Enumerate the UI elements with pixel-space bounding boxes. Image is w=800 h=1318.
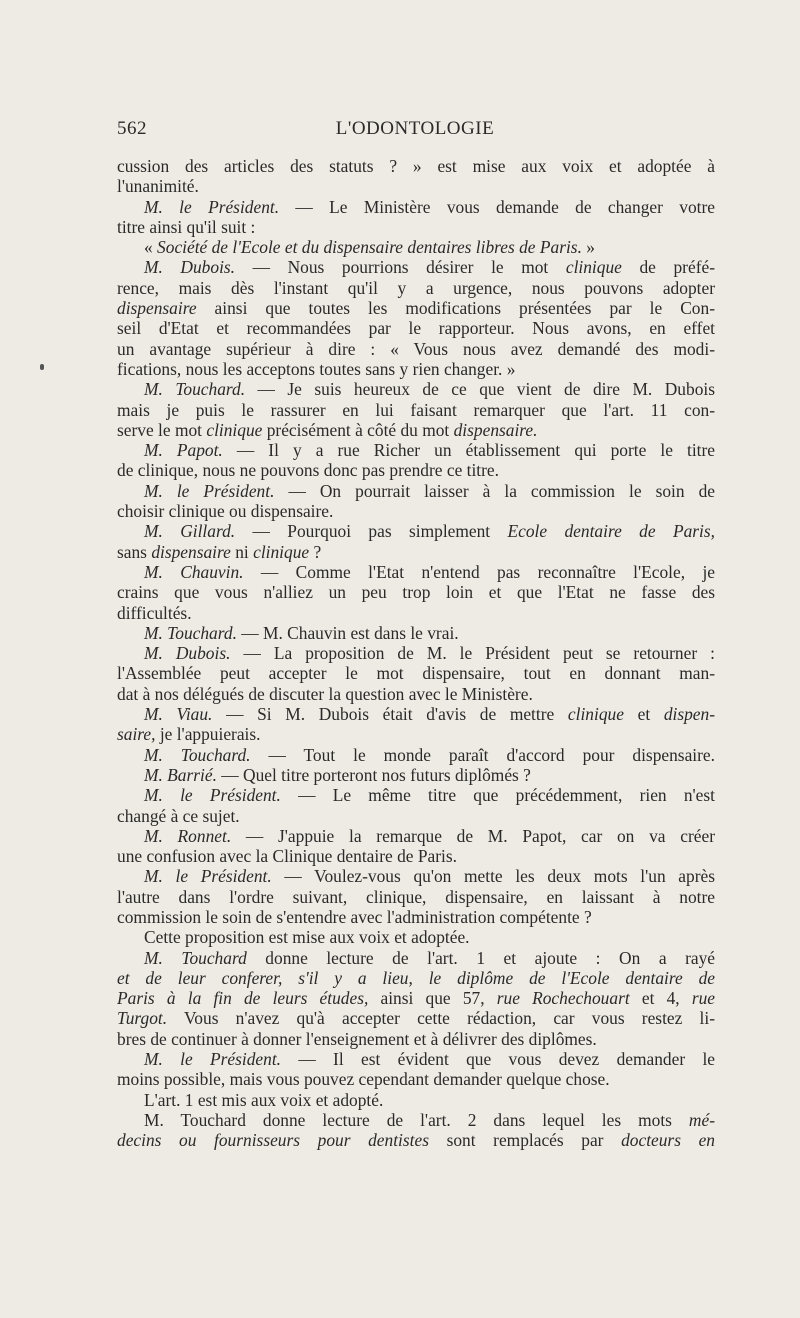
text-run: de préfé- (621, 257, 715, 278)
text-line (117, 785, 715, 805)
italic-text: decins ou fournisseurs pour dentistes (117, 1130, 429, 1151)
italic-text: clinique (206, 419, 263, 440)
italic-text: rue Rochechouart (496, 988, 630, 1009)
text-run: sans (117, 541, 152, 562)
text-run: moins possible, mais vous pouvez cependant demander quelque chose. (117, 1069, 610, 1090)
text-line (117, 562, 715, 582)
text-line (117, 1069, 715, 1089)
italic-text: M. Gillard. (144, 521, 236, 542)
text-run: — Tout le monde paraît d'accord pour dispensaire. (250, 744, 715, 765)
italic-text: M. Touchard (144, 947, 247, 968)
italic-text: dispensaire. (453, 419, 538, 440)
italic-text: M. Touchard. (144, 379, 246, 400)
text-line (117, 948, 715, 968)
text-run: — Si M. Dubois était d'avis de mettre (212, 704, 568, 725)
italic-text: M. Touchard. (144, 622, 237, 643)
running-title: L'ODONTOLOGIE (335, 118, 495, 139)
text-line (117, 1029, 715, 1049)
text-line (117, 846, 715, 866)
text-run: titre ainsi qu'il suit : (117, 216, 256, 237)
text-line (117, 237, 715, 257)
italic-text: saire, (117, 724, 156, 745)
text-run: — Voulez-vous qu'on mette les deux mots l'un après (271, 866, 715, 887)
text-line (117, 663, 715, 683)
italic-text: M. Barrié. (144, 764, 217, 785)
italic-text: M. Papot. (144, 440, 223, 461)
text-line (117, 298, 715, 318)
text-line (117, 907, 715, 927)
body-text (117, 156, 715, 1151)
text-run: choisir clinique ou dispensaire. (117, 501, 334, 522)
text-run: bres de continuer à donner l'enseignement et à délivrer des diplômes. (117, 1028, 597, 1049)
text-run: crains que vous n'alliez un peu trop loin et que l'Etat ne fasse des (117, 582, 715, 603)
text-line (117, 745, 715, 765)
text-run: — Nous pourrions désirer le mot (235, 257, 566, 278)
text-run: — Quel titre porteront nos futurs diplômés ? (216, 764, 531, 785)
text-run: « (144, 237, 158, 258)
text-line (117, 521, 715, 541)
text-line (117, 603, 715, 623)
italic-text: clinique (253, 541, 310, 562)
italic-text: M. Chauvin. (144, 561, 244, 582)
text-run: donne lecture de l'art. 1 et ajoute : On a rayé (246, 947, 715, 968)
text-line (117, 684, 715, 704)
italic-text: dispensaire (151, 541, 231, 562)
italic-text: mé- (688, 1109, 715, 1130)
text-run: — La proposition de M. le Président peut se retourner : (230, 643, 715, 664)
text-run: seil d'Etat et recommandées par le rapporteur. Nous avons, en effet (117, 318, 715, 339)
text-line (117, 623, 715, 643)
text-line (117, 988, 715, 1008)
italic-text: M. le Président. (144, 480, 275, 501)
italic-text: M. Touchard. (144, 744, 251, 765)
text-line (117, 359, 715, 379)
italic-text: Paris à la fin de leurs études, (117, 988, 369, 1009)
running-header (117, 118, 713, 144)
text-run: sont remplacés par (428, 1130, 622, 1151)
text-run: Cette proposition est mise aux voix et adoptée. (144, 927, 470, 948)
italic-text: M. Viau. (144, 704, 213, 725)
text-run: — Le même titre que précédemment, rien n'est (280, 785, 715, 806)
margin-mark (40, 364, 44, 370)
text-line (117, 1110, 715, 1130)
italic-text: dispen- (663, 704, 715, 725)
text-line (117, 724, 715, 744)
text-run: serve le mot (117, 419, 207, 440)
text-run: — J'appuie la remarque de M. Papot, car on va créer (231, 825, 715, 846)
italic-text: M. le Président. (144, 785, 281, 806)
text-run: changé à ce sujet. (117, 805, 240, 826)
text-line (117, 217, 715, 237)
text-line (117, 1090, 715, 1110)
text-run: Vous n'avez qu'à accepter cette rédaction, car vous restez li- (167, 1008, 715, 1029)
italic-text: M. Dubois. (144, 257, 236, 278)
text-line (117, 927, 715, 947)
italic-text: M. Ronnet. (144, 825, 232, 846)
italic-text: Turgot. (117, 1008, 168, 1029)
text-run: l'Assemblée peut accepter le mot dispensaire, tout en donnant man- (117, 663, 715, 684)
italic-text: M. le Président. (144, 1049, 282, 1070)
text-run: commission le soin de s'entendre avec l'administration compétente ? (117, 906, 592, 927)
text-line (117, 379, 715, 399)
text-line (117, 460, 715, 480)
text-line (117, 542, 715, 562)
text-run: — Il est évident que vous devez demander le (281, 1049, 715, 1070)
text-run: — On pourrait laisser à la commission le soin de (274, 480, 715, 501)
italic-text: dispensaire (117, 298, 197, 319)
text-line (117, 318, 715, 338)
text-run: l'unanimité. (117, 176, 199, 197)
text-line (117, 420, 715, 440)
text-line (117, 826, 715, 846)
text-line (117, 704, 715, 724)
text-run: — Je suis heureux de ce que vient de dire M. Dubois (245, 379, 715, 400)
text-run: je l'appuierais. (155, 724, 261, 745)
italic-text: Société de l'Ecole et du dispensaire dentaires libres de Paris. (157, 237, 582, 258)
text-run: difficultés. (117, 602, 192, 623)
text-line (117, 176, 715, 196)
text-line (117, 400, 715, 420)
text-run: précisément à côté du mot (262, 419, 454, 440)
italic-text: docteurs en (621, 1130, 715, 1151)
text-run: l'autre dans l'ordre suivant, clinique, dispensaire, en laissant à notre (117, 886, 715, 907)
text-line (117, 1008, 715, 1028)
page-number: 562 (117, 118, 147, 139)
text-run: ainsi que toutes les modifications présentées par le Con- (196, 298, 715, 319)
text-run: et (623, 704, 664, 725)
text-run: dat à nos délégués de discuter la question avec le Ministère. (117, 683, 533, 704)
italic-text: M. Dubois. (144, 643, 231, 664)
text-line (117, 156, 715, 176)
text-line (117, 643, 715, 663)
italic-text: clinique (567, 704, 624, 725)
text-line (117, 278, 715, 298)
text-line (117, 806, 715, 826)
text-run: — Le Ministère vous demande de changer votre (279, 196, 715, 217)
text-run: et 4, (629, 988, 692, 1009)
text-run: ainsi que 57, (368, 988, 497, 1009)
text-run: une confusion avec la Clinique dentaire de Paris. (117, 846, 457, 867)
text-line (117, 257, 715, 277)
text-run: — M. Chauvin est dans le vrai. (236, 622, 459, 643)
text-line (117, 481, 715, 501)
text-line (117, 866, 715, 886)
text-run: » (581, 237, 595, 258)
italic-text: rue (691, 988, 715, 1009)
text-run: ni (230, 541, 254, 562)
italic-text: et de leur conferer, s'il y a lieu, le diplôme de l'Ecole dentaire de (117, 967, 715, 988)
text-run: — Il y a rue Richer un établissement qui porte le titre (222, 440, 715, 461)
text-run: M. Touchard donne lecture de l'art. 2 dans lequel les mots (144, 1109, 689, 1130)
text-line (117, 339, 715, 359)
text-line (117, 582, 715, 602)
text-run: mais je puis le rassurer en lui faisant remarquer que l'art. 11 con- (117, 399, 715, 420)
text-run: rence, mais dès l'instant qu'il y a urgence, nous pouvons adopter (117, 277, 715, 298)
text-run: — Comme l'Etat n'entend pas reconnaître l'Ecole, je (243, 561, 715, 582)
text-line (117, 887, 715, 907)
text-line (117, 501, 715, 521)
text-line (117, 440, 715, 460)
text-line (117, 197, 715, 217)
italic-text: clinique (565, 257, 622, 278)
italic-text: M. le Président. (144, 196, 280, 217)
italic-text: Ecole dentaire de Paris, (507, 521, 715, 542)
text-run: cussion des articles des statuts ? » est mise aux voix et adoptée à (117, 156, 715, 176)
text-line (117, 968, 715, 988)
text-run: — Pourquoi pas simplement (235, 521, 508, 542)
text-run: L'art. 1 est mis aux voix et adopté. (144, 1089, 384, 1110)
text-run: de clinique, nous ne pouvons donc pas prendre ce titre. (117, 460, 499, 481)
text-line (117, 1049, 715, 1069)
italic-text: M. le Président. (144, 866, 272, 887)
text-line (117, 1130, 715, 1150)
text-line (117, 765, 715, 785)
text-run: un avantage supérieur à dire : « Vous nous avez demandé des modi- (117, 338, 715, 359)
text-run: ? (309, 541, 322, 562)
text-run: fications, nous les acceptons toutes sans y rien changer. » (117, 358, 516, 379)
